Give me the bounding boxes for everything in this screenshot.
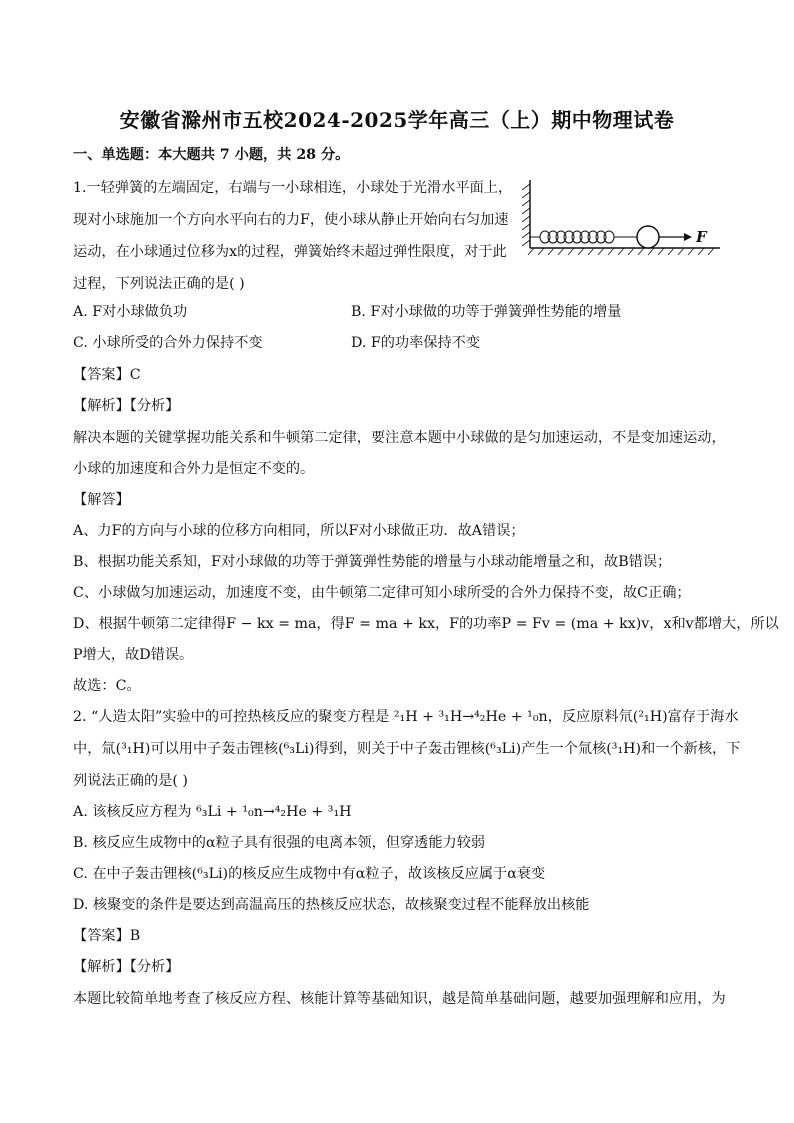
- q2-option-d: D. 核聚变的条件是要达到高温高压的热核反应状态，故核聚变过程不能释放出核能: [73, 897, 590, 913]
- q2-option-c: C. 在中子轰击锂核(⁶₃Li)的核反应生成物中有α粒子，故该核反应属于α衰变: [73, 866, 546, 882]
- spring-ball-figure: [512, 176, 722, 260]
- q1-option-c: C. 小球所受的合外力保持不变: [73, 335, 263, 351]
- q1-solution-line: B、根据功能关系知，F对小球做的功等于弹簧弹性势能的增量与小球动能增量之和，故B错误；: [73, 554, 672, 570]
- q1-stem-line: 过程，下列说法正确的是( ): [73, 276, 245, 292]
- q1-solution-line: A、力F的方向与小球的位移方向相同，所以F对小球做正功．故A错误；: [73, 523, 525, 539]
- section-heading: 一、单选题：本大题共 7 小题，共 28 分。: [73, 147, 350, 163]
- q1-solution-line: D、根据牛顿第二定律得F − kx = ma，得F = ma + kx，F的功率P = Fv = (ma + kx)v，x和v都增大，所以: [73, 616, 779, 632]
- q1-option-a: A. F对小球做负功: [73, 304, 188, 320]
- q1-conclusion: 故选：C。: [73, 678, 141, 694]
- q2-option-b: B. 核反应生成物中的α粒子具有很强的电离本领，但穿透能力较弱: [73, 835, 486, 851]
- q2-stem-line: 列说法正确的是( ): [73, 773, 188, 789]
- q1-solution-line: P增大，故D错误。: [73, 647, 194, 663]
- q1-solution-line: C、小球做匀加速运动，加速度不变，由牛顿第二定律可知小球所受的合外力保持不变，故C正确；: [73, 585, 691, 601]
- q1-option-b: B. F对小球做的功等于弹簧弹性势能的增量: [351, 304, 622, 320]
- q2-stem-line: 中，氚(³₁H)可以用中子轰击锂核(⁶₃Li)得到，则关于中子轰击锂核(⁶₃Li)产生一个氚核(³₁H)和一个新核，下: [73, 741, 741, 757]
- page-title: 安徽省滁州市五校2024-2025学年高三（上）期中物理试卷: [119, 108, 675, 132]
- q1-option-d: D. F的功率保持不变: [351, 335, 481, 351]
- q1-answer: 【答案】C: [73, 367, 141, 383]
- q1-analysis-line: 解决本题的关键掌握功能关系和牛顿第二定律，要注意本题中小球做的是匀加速运动，不是变加速运动，: [73, 430, 726, 446]
- q1-analysis-line: 小球的加速度和合外力是恒定不变的。: [73, 461, 315, 477]
- q2-option-a: A. 该核反应方程为 ⁶₃Li + ¹₀n→⁴₂He + ³₁H: [73, 804, 352, 820]
- q1-stem-line: 1.一轻弹簧的左端固定，右端与一小球相连，小球处于光滑水平面上，: [73, 180, 513, 196]
- q2-stem-line: 2. “人造太阳”实验中的可控热核反应的聚变方程是 ²₁H + ³₁H→⁴₂He + ¹₀n，反应原料氘(²₁H)富存于海水: [73, 709, 739, 725]
- force-label: F: [696, 228, 707, 246]
- q1-stem-line: 运动，在小球通过位移为x的过程，弹簧始终未超过弹性限度，对于此: [73, 244, 507, 260]
- q2-answer: 【答案】B: [73, 928, 141, 944]
- q1-solution-head: 【解答】: [73, 492, 130, 508]
- q1-analysis-head: 【解析】【分析】: [73, 398, 180, 414]
- q2-analysis-head: 【解析】【分析】: [73, 959, 180, 975]
- q1-stem-line: 现对小球施加一个方向水平向右的力F，使小球从静止开始向右匀加速: [73, 212, 509, 228]
- q2-analysis-line: 本题比较简单地考查了核反应方程、核能计算等基础知识，越是简单基础问题，越要加强理解和应用，为: [73, 991, 726, 1007]
